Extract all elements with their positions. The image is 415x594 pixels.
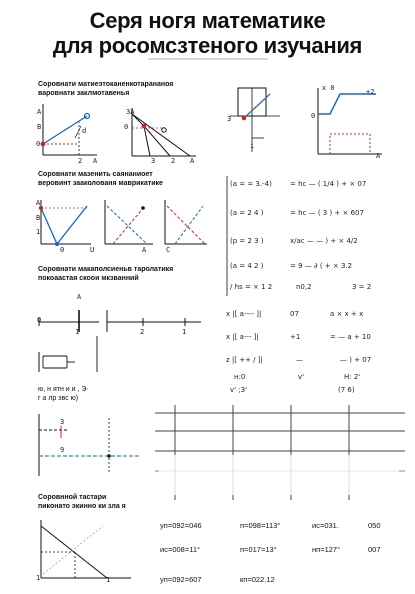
matrix-row-4-r: v'	[298, 373, 305, 381]
matrix-row-5: v' ;3'	[230, 386, 248, 394]
equation-1: (a = = 3.-4)	[230, 180, 272, 188]
g5-label-1: 1	[36, 228, 41, 236]
equation-5-mid: n0,2	[296, 283, 312, 291]
page-title-line2: для росомсзтеного изучания	[52, 33, 363, 58]
g2-label-2: 2	[171, 157, 176, 165]
matrix-row-4-c: H: 2'	[344, 373, 361, 381]
matrix-row-1-c: a × x + x	[330, 310, 364, 318]
matrix-row-1: x |[ a---- ]|	[226, 310, 262, 318]
equation-3: (p = 2 3 )	[230, 237, 264, 245]
page-title-line1: Серя ногя математике	[89, 8, 326, 33]
g6-label-3: 1	[182, 328, 187, 336]
matrix-row-2-c: = — a + 10	[330, 333, 371, 341]
g5-label-a: A	[36, 199, 41, 207]
equation-1-right: = hc — ( 1/4 ) + × 07	[290, 180, 367, 188]
section2-label-line2: веровинт зааколованя маврикатике	[38, 180, 163, 187]
g1-label-0: 0	[36, 140, 41, 148]
caption-line1: ю, н ятн и и , Э·	[38, 386, 89, 393]
g1-label-4: A	[93, 157, 98, 165]
table-r2-c1: ис=008=11°	[160, 545, 200, 554]
graph-8	[35, 516, 135, 582]
g2-label-0: 0	[124, 123, 129, 131]
section1-label-line1: Соровнати матиеэтоканенкотарананоя	[38, 81, 174, 88]
matrix-row-3-c: — ) + 07	[340, 356, 372, 364]
table-grid	[155, 405, 405, 500]
table-r1-c3: ис=031.	[312, 521, 339, 530]
matrix-row-1-r: 07	[290, 310, 299, 318]
g7-label-2: 9	[60, 446, 65, 454]
g4-label-a: A	[376, 152, 381, 160]
equations-bracket	[224, 176, 230, 296]
equation-5-right: 3 = 2	[352, 283, 372, 291]
g8-label-t: 1	[106, 576, 111, 584]
g3-label-p: i	[250, 142, 255, 150]
graph-1	[35, 100, 100, 160]
g3-label-3: 3	[227, 115, 232, 123]
g6-label-1: 1	[75, 328, 80, 336]
g5-label-a2: A	[142, 246, 147, 254]
matrix-row-2-r: +1	[290, 333, 301, 341]
table-r2-c3: нп=127°	[312, 545, 341, 554]
table-r3-c2: кп=022.12	[240, 575, 275, 584]
table-r3-c1: уп=092=607	[160, 575, 202, 584]
equation-2: (a = 2 4 )	[230, 209, 264, 217]
matrix-row-3: z |[ ++ / ]|	[226, 356, 263, 364]
table-r1-c2: п=098=113°	[240, 521, 281, 530]
g2-label-4: A	[190, 157, 195, 165]
g5-label-u: U	[90, 246, 95, 254]
section4-label-line2: пиконато экинно ки зла я	[38, 503, 126, 510]
matrix-row-2: x |[ a--- ]|	[226, 333, 259, 341]
g3-label-x: x 0	[322, 84, 335, 92]
g6-label-0: 0	[37, 316, 42, 324]
g2-label-3a: 3A	[126, 108, 135, 116]
graph-7	[35, 410, 145, 480]
subtitle-bar	[0, 58, 415, 64]
g1-label-2: 2	[78, 157, 83, 165]
g8-label-1: 1	[36, 574, 41, 582]
g5-label-0: 0	[60, 246, 65, 254]
matrix-row-5-c: (7 6)	[338, 386, 355, 394]
table-r1-c4: 050	[368, 521, 381, 530]
g1-label-pt: d	[82, 127, 87, 135]
graph-6	[35, 292, 205, 382]
g1-label-a: A	[37, 108, 42, 116]
matrix-row-4: н:0	[234, 373, 246, 381]
table-r2-c4: 007	[368, 545, 381, 554]
g3-label-2: +2	[366, 88, 375, 96]
equation-4-right: = 9 — ∂ ( + × 3.2	[290, 262, 353, 270]
table-r1-c1: уп=092=046	[160, 521, 202, 530]
g1-label-b: B	[37, 123, 42, 131]
graph-3	[230, 82, 290, 162]
section3-label-line1: Соровнати макаполсиеньв таролатикя	[38, 266, 174, 273]
table-r2-c2: п=017=13°	[240, 545, 277, 554]
g4-label-0: 0	[311, 112, 316, 120]
equation-5: / hs = × 1 2	[230, 283, 273, 291]
g7-label-1: 3	[60, 418, 65, 426]
equation-2-right: = hc — ( 3 ) + × 607	[290, 209, 364, 217]
section1-label-line2: варовнати заклмотавенья	[38, 90, 130, 97]
matrix-row-3-r: —	[296, 356, 303, 364]
g6-label-2: 2	[140, 328, 145, 336]
g5-label-c: C	[166, 246, 171, 254]
equation-4: (a = 4 2 )	[230, 262, 264, 270]
graph-5	[35, 196, 210, 250]
equation-3-right: x/ac — — ) + × 4/2	[290, 237, 358, 245]
section2-label-line1: Соровнати мазенить саянаниоет	[38, 171, 153, 178]
section4-label-line1: Соровнной тастари	[38, 494, 107, 501]
g5-label-b: B	[36, 214, 41, 222]
caption-line2: г а лр звс ю)	[38, 395, 79, 402]
g2-label-3: 3	[151, 157, 156, 165]
section3-label-line2: покоаастая скоои мкзванний	[38, 275, 139, 282]
g6-label-a: A	[77, 293, 82, 301]
